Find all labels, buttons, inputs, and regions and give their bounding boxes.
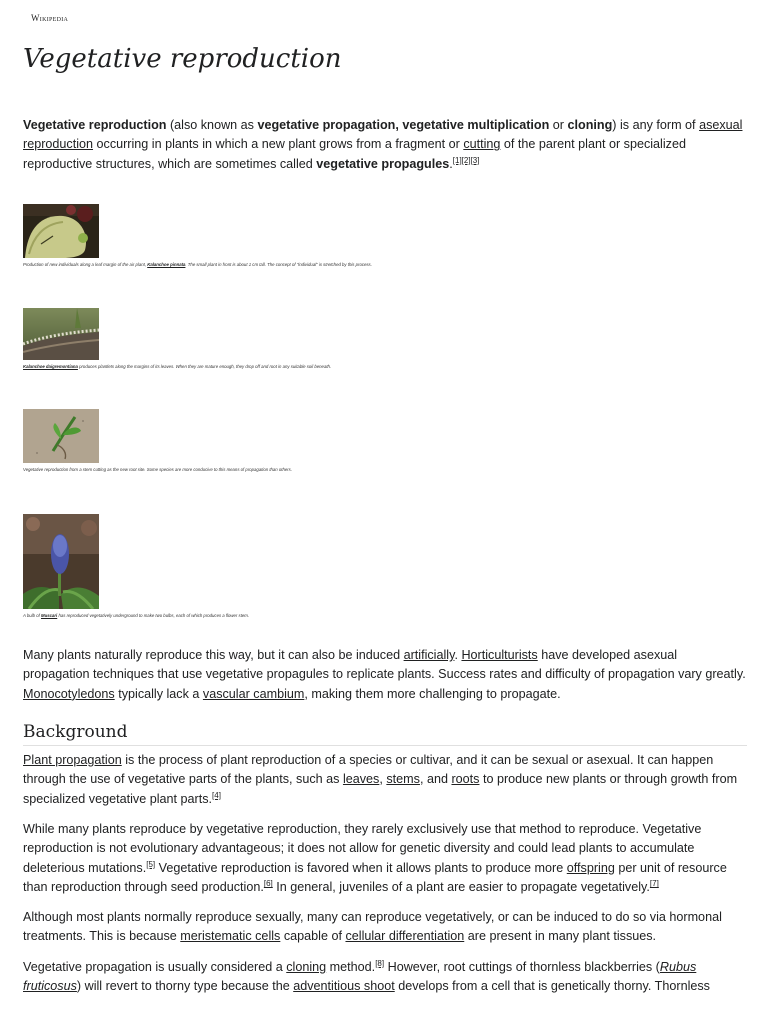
link-leaves[interactable]: leaves <box>342 772 380 787</box>
muscari-bulb-photo[interactable] <box>23 514 99 609</box>
link-cloning[interactable]: cloning <box>286 960 327 974</box>
lead-paragraph <box>23 116 747 174</box>
figure-caption: A bulb of Muscari has reproduced vegetatively underground to make two bulbs, each of which produces a flower stem. <box>23 613 250 618</box>
kalanchoe-daigremontiana-photo[interactable] <box>23 308 99 360</box>
citation-link[interactable]: [7] <box>649 879 659 889</box>
kalanchoe-pinnata-photo[interactable] <box>23 204 99 258</box>
caption-link[interactable]: Muscari <box>41 613 58 618</box>
bold-term: Vegetative reproduction <box>23 118 167 132</box>
link-offspring[interactable]: offspring <box>566 860 615 875</box>
link-asexual-reproduction[interactable]: asexual reproduction <box>23 118 743 152</box>
paragraph-propagation-intro: Many plants naturally reproduce this way, but it can also be induced artificially. Horticulturists have developed asexual propagation techniques that use vegetative propagules to replicate plants. Success rates and difficulty of propagation vary greatly. Monocotyledons typically lack a vascular cambium, making them more challenging to propagate. <box>23 648 746 701</box>
text: or <box>549 118 568 132</box>
citation <box>264 879 273 888</box>
link-horticulturists[interactable]: Horticulturists <box>461 648 538 662</box>
paragraph-background-1: Plant propagation is the process of plant reproduction of a species or cultivar, and it can be sexual or asexual. It can happen through the use of vegetative parts of the plants, such as leaves, stems, and roots to produce new plants or through growth from specialized vegetative plant parts.[4] <box>23 753 738 806</box>
link-cutting[interactable]: cutting <box>463 137 501 152</box>
link-artificially[interactable]: artificially <box>403 648 455 662</box>
citation-link[interactable]: [4] <box>212 790 221 800</box>
figure-kalanchoe-daigremontiana <box>23 308 331 369</box>
citation-link[interactable]: [1] <box>452 155 462 165</box>
wordmark-text: Wikipedia <box>31 13 69 23</box>
text: (also known as <box>166 118 258 132</box>
link-roots[interactable]: roots <box>451 772 480 787</box>
link-adventitious-shoot[interactable]: adventitious shoot <box>293 979 395 994</box>
bold-term: cloning <box>567 118 613 132</box>
text: ) is any form of <box>612 118 700 132</box>
citation-group <box>453 156 480 165</box>
citation-link[interactable]: [2] <box>461 155 471 165</box>
link-rubus-fruticosus[interactable]: Rubus fruticosus <box>23 960 697 994</box>
paragraph-background-4: Vegetative propagation is usually considered a cloning method.[8] However, root cuttings of thornless blackberries (Rubus fruticosus) will revert to thorny type because the adventitious shoot develops from a cell that is genetically thorny. Thornless <box>23 958 710 994</box>
figure-kalanchoe-pinnata <box>23 204 372 267</box>
figure-stem-cutting <box>23 409 292 472</box>
paragraph-background-2: While many plants reproduce by vegetative reproduction, they rarely exclusively use that method to reproduce. Vegetative reproduction is not evolutionary advantageous; it does not allow for genetic diversity and could lead plants to accumulate deleterious mutations.[5] Vegetative reproduction is favored when it allows plants to produce more offspring per unit of resource than reproduction through seed production.[6] In general, juveniles of a plant are easier to propagate vegetatively.[7] <box>23 822 727 895</box>
figure-caption: Kalanchoe daigremontiana produces plantlets along the margins of its leaves. When they are mature enough, they drop off and root in any suitable soil beneath. <box>23 364 332 369</box>
text: of the parent plant or specialized reproductive structures, which are sometimes called <box>23 137 686 171</box>
citation <box>650 879 659 888</box>
citation <box>375 959 384 968</box>
bold-term: vegetative propagation, vegetative multiplication <box>257 118 550 132</box>
caption-link[interactable]: Kalanchoe daigremontiana <box>23 364 78 369</box>
citation-link[interactable]: [5] <box>146 859 156 869</box>
citation-link[interactable]: [3] <box>470 155 480 165</box>
link-meristematic-cells[interactable]: meristematic cells <box>180 929 281 944</box>
paragraph-background-3: Although most plants normally reproduce sexually, many can reproduce vegetatively, or can be induced to do so via hormonal treatments. This is because meristematic cells capable of cellular differentiation are present in many plant tissues. <box>23 910 722 944</box>
citation-link[interactable]: [6] <box>263 879 273 889</box>
link-stems[interactable]: stems <box>386 772 420 787</box>
citation-link[interactable]: [8] <box>375 958 385 968</box>
bold-term: vegetative propagules <box>316 156 450 171</box>
link-plant-propagation[interactable]: Plant propagation <box>23 753 122 767</box>
text: occurring in plants in which a new plant grows from a fragment or <box>93 137 464 152</box>
link-monocotyledons[interactable]: Monocotyledons <box>23 686 115 701</box>
wikipedia-wordmark[interactable] <box>31 13 68 23</box>
stem-cutting-photo[interactable] <box>23 409 99 463</box>
caption-link[interactable]: Kalanchoe pinnata <box>147 262 186 267</box>
citation <box>212 791 221 800</box>
page-title: Vegetative reproduction <box>23 44 342 74</box>
citation <box>146 860 155 869</box>
link-cellular-differentiation[interactable]: cellular differentiation <box>345 929 465 944</box>
link-vascular-cambium[interactable]: vascular cambium <box>202 686 305 701</box>
text: . <box>449 156 453 171</box>
figure-muscari-bulb <box>23 514 249 618</box>
section-heading-background: Background <box>23 722 747 746</box>
figure-caption: Production of new individuals along a leaf margin of the air plant, Kalanchoe pinnata. The small plant in front is about 1 cm tall. The concept of "individual" is stretched by this process. <box>23 262 372 267</box>
figure-caption: Vegetative reproduction from a stem cutting as the new root site. Some species are more conducive to this means of propagation than others. <box>23 467 293 472</box>
